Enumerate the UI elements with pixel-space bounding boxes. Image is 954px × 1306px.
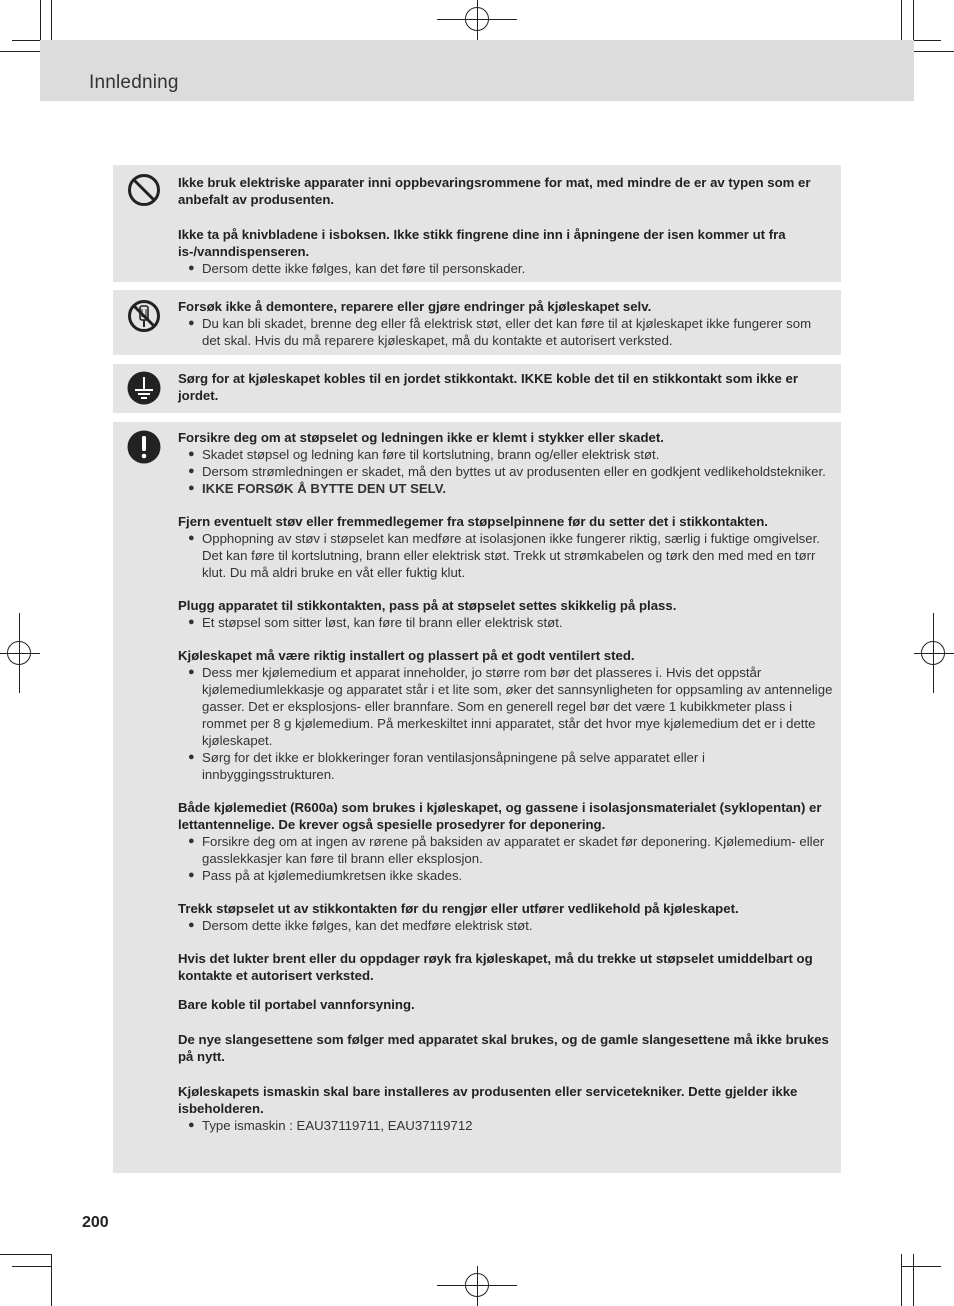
warning-heading: Kjøleskapets ismaskin skal bare installeres av produsenten eller servicetekniker. Dette gjelder ikke isbeholderen. bbox=[178, 1084, 798, 1116]
warning-heading: Ikke bruk elektriske apparater inni oppbevaringsrommene for mat, med mindre de er av typen som er anbefalt av produsenten. bbox=[178, 175, 811, 207]
crop-mark bbox=[0, 1254, 52, 1255]
crop-mark bbox=[19, 613, 20, 693]
crop-mark bbox=[12, 1266, 52, 1267]
warning-box bbox=[113, 165, 841, 282]
warning-bullet: ● Forsikre deg om at ingen av rørene på baksiden av apparatet er skadet før deponering. Kjølemedium- eller gasslekkasjer kan føre til brann eller eksplosjon. bbox=[178, 833, 833, 867]
warning-bullet: ● Pass på at kjølemediumkretsen ikke skades. bbox=[178, 867, 833, 884]
exclamation-icon bbox=[127, 430, 161, 464]
warning-bullet: ● Dess mer kjølemedium et apparat inneholder, jo større rom bør det plasseres i. Hvis det oppstår kjølemediumlekkasje og apparatet står i et lite som, øker det sannsynligheten for oppsamling av antennelige gasser. Det er eksplosjons- eller brannfare. Som en generell regel bør det være 1 kubikkmeter plass i rommet per 8 g kjølemedium. På merkeskiltet inni apparatet, står det hvor mye kjølemedium det er i dette kjøleskapet. bbox=[178, 664, 833, 749]
warning-bullet: ● Du kan bli skadet, brenne deg eller få elektrisk støt, eller det kan føre til at kjøleskapet ikke fungerer som det skal. Hvis du må reparere kjøleskapet, må du kontakte et autorisert verksted. bbox=[178, 315, 833, 349]
no-disassembly-icon bbox=[127, 299, 161, 333]
warning-bullet: ● Sørg for det ikke er blokkeringer foran ventilasjonsåpningene på selve apparatet eller i innbyggingsstrukturen. bbox=[178, 749, 833, 783]
warning-heading: Kjøleskapet må være riktig installert og plassert på et godt ventilert sted. bbox=[178, 648, 635, 663]
warning-heading: Ikke ta på knivbladene i isboksen. Ikke stikk fingrene dine inn i åpningene der isen kommer ut fra is-/vanndispenseren. bbox=[178, 227, 786, 259]
warning-bullet: ● Dersom strømledningen er skadet, må den byttes ut av produsenten eller en godkjent vedlikeholdstekniker. bbox=[178, 463, 833, 480]
warning-heading: Hvis det lukter brent eller du oppdager røyk fra kjøleskapet, må du trekke ut støpselet umiddelbart og kontakte et autorisert verksted. bbox=[178, 951, 813, 983]
crop-mark bbox=[477, 1266, 478, 1306]
warning-heading: Trekk støpselet ut av stikkontakten før du rengjør eller utfører vedlikehold på kjøleskapet. bbox=[178, 901, 739, 916]
crop-mark bbox=[901, 1254, 902, 1306]
warning-heading: Forsikre deg om at støpselet og ledningen ikke er klemt i stykker eller skadet. bbox=[178, 430, 664, 445]
section-title: Innledning bbox=[89, 72, 179, 93]
crop-mark bbox=[914, 653, 954, 654]
crop-mark bbox=[913, 40, 941, 41]
warning-box bbox=[113, 422, 841, 1173]
crop-mark bbox=[913, 0, 914, 40]
warning-heading: Plugg apparatet til stikkontakten, pass på at støpselet settes skikkelig på plass. bbox=[178, 598, 677, 613]
prohibited-icon bbox=[127, 173, 161, 207]
warning-bullet: ● IKKE FORSØK Å BYTTE DEN UT SELV. bbox=[178, 480, 833, 497]
crop-mark bbox=[933, 613, 934, 693]
crop-mark bbox=[477, 0, 478, 40]
page-number: 200 bbox=[82, 1214, 109, 1231]
warning-heading: Sørg for at kjøleskapet kobles til en jordet stikkontakt. IKKE koble det til en stikkontakt som ikke er jordet. bbox=[178, 371, 798, 403]
warning-heading: Bare koble til portabel vannforsyning. bbox=[178, 997, 415, 1012]
crop-mark bbox=[0, 653, 40, 654]
crop-mark bbox=[913, 1254, 914, 1306]
warning-heading: Forsøk ikke å demontere, reparere eller gjøre endringer på kjøleskapet selv. bbox=[178, 299, 652, 314]
warning-heading: Både kjølemediet (R600a) som brukes i kjøleskapet, og gassene i isolasjonsmaterialet (syklopentan) er lettantennelige. De krever også spesielle prosedyrer for deponering. bbox=[178, 800, 822, 832]
ground-icon bbox=[127, 371, 161, 405]
warning-bullet: ● Dersom dette ikke følges, kan det føre til personskader. bbox=[178, 260, 833, 277]
warning-box bbox=[113, 290, 841, 355]
warning-bullet: ● Type ismaskin : EAU37119711, EAU37119712 bbox=[178, 1117, 833, 1134]
warning-bullet: ● Opphopning av støv i støpselet kan medføre at isolasjonen ikke fungerer riktig, særlig i fuktige omgivelser. Det kan føre til kortslutning, brann eller elektrisk støt. Trekk ut strømkabelen og tørk den med med en tørr klut. Du må aldri bruke en våt eller fuktig klut. bbox=[178, 530, 833, 581]
warning-bullet: ● Skadet støpsel og ledning kan føre til kortslutning, brann og/eller elektrisk støt. bbox=[178, 446, 833, 463]
warning-bullet: ● Et støpsel som sitter løst, kan føre til brann eller elektrisk støt. bbox=[178, 614, 833, 631]
crop-mark bbox=[901, 1266, 941, 1267]
section-header bbox=[40, 40, 914, 101]
warning-heading: Fjern eventuelt støv eller fremmedlegemer fra støpselpinnene før du setter det i stikkontakten. bbox=[178, 514, 768, 529]
warning-box bbox=[113, 364, 841, 413]
warning-bullet: ● Dersom dette ikke følges, kan det medføre elektrisk støt. bbox=[178, 917, 833, 934]
warning-heading: De nye slangesettene som følger med apparatet skal brukes, og de gamle slangesettene må ikke brukes på nytt. bbox=[178, 1032, 829, 1064]
crop-mark bbox=[40, 0, 41, 40]
crop-mark bbox=[51, 1254, 52, 1306]
